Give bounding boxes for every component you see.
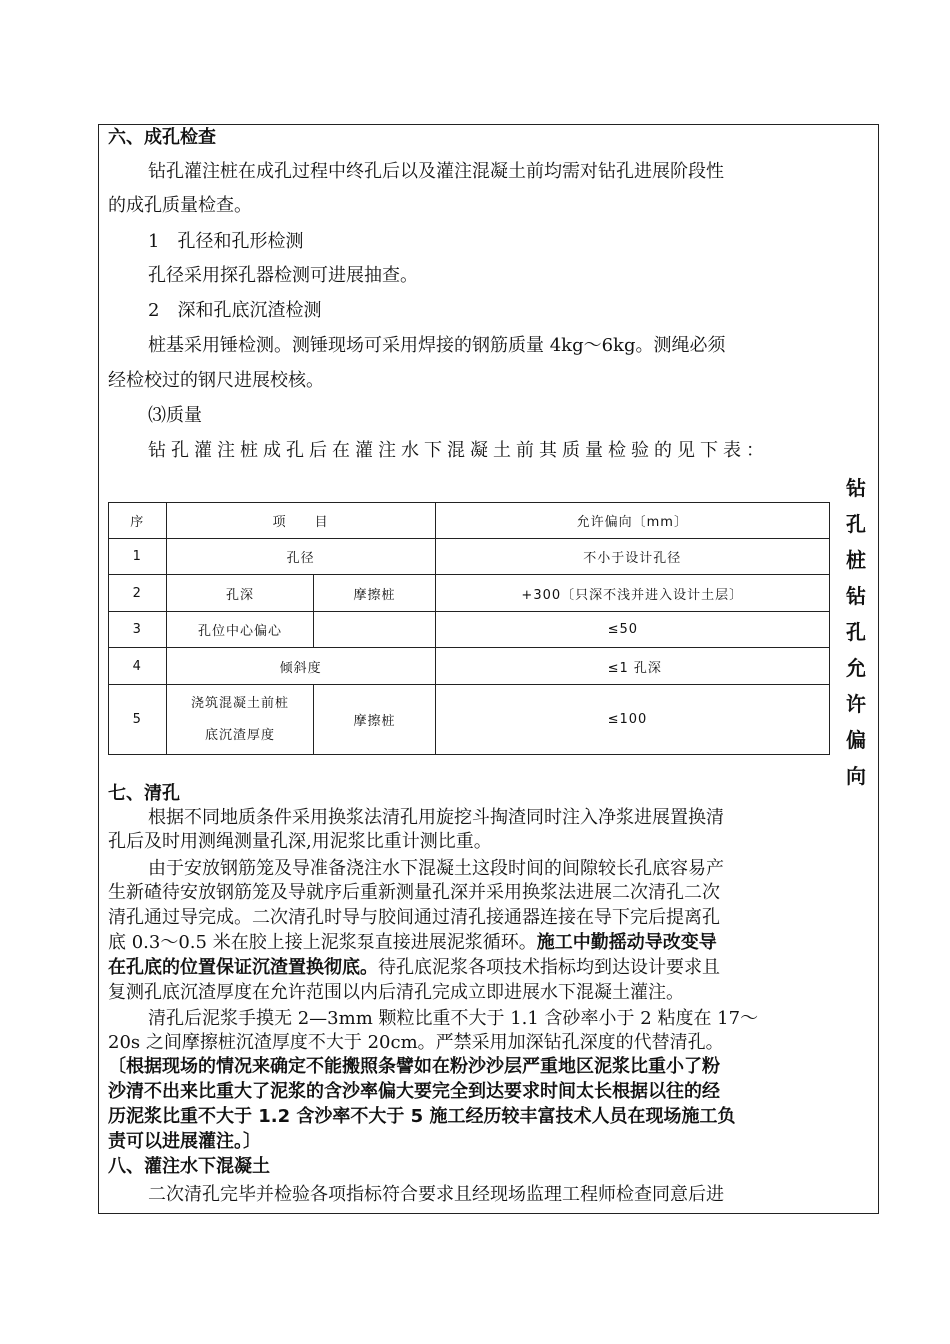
section8-heading: 八、灌注水下混凝土	[108, 1156, 270, 1177]
table-row	[109, 648, 830, 685]
cell-seq: 1	[109, 539, 167, 575]
cell-item-line1: 浇筑混凝土前桩	[191, 695, 290, 711]
cell-item: 孔深	[166, 575, 314, 612]
section6-heading: 六、成孔检查	[108, 127, 216, 148]
p2-line5-bold: 在孔底的位置保证沉渣置换彻底。	[108, 957, 378, 978]
table-row	[109, 575, 830, 612]
section8-p1-line1: 二次清孔完毕并检验各项指标符合要求且经现场监理工程师检查同意后进	[148, 1184, 724, 1205]
caption-char: 钻	[846, 476, 866, 500]
table-row	[109, 612, 830, 648]
section7-p2-line4	[108, 931, 873, 955]
section7-p2-line1: 由于安放钢筋笼及导准备浇注水下混凝土这段时间的间隙较长孔底容易产	[148, 858, 724, 879]
header-seq: 序	[109, 503, 167, 539]
section7-p3-line1: 清孔后泥浆手摸无 2—3mm 颗粒比重不大于 1.1 含砂率小于 2 粘度在 17～	[148, 1008, 759, 1029]
header-item: 项 目	[166, 503, 435, 539]
p2-line5-normal: 待孔底泥浆各项技术指标均到达设计要求且	[378, 957, 720, 978]
caption-char: 偏	[846, 728, 866, 752]
section7-note-line1: 〔根据现场的情况来确定不能搬照条譬如在粉沙沙层严重地区泥浆比重小了粉	[108, 1056, 720, 1077]
section7-p1-line1: 根据不同地质条件采用换浆法清孔用旋挖斗掏渣同时注入净浆进展置换清	[148, 807, 724, 828]
p2-line4-bold: 施工中勤摇动导改变导	[536, 932, 717, 953]
cell-allow: ≤100	[435, 685, 829, 755]
cell-seq: 5	[109, 685, 167, 755]
section7-p3-line2: 20s 之间摩擦桩沉渣厚度不大于 20cm。严禁采用加深钻孔深度的代替清孔。	[108, 1032, 724, 1053]
cell-sub	[314, 612, 435, 648]
cell-sub: 摩擦桩	[314, 575, 435, 612]
item1-text: 孔径采用探孔器检测可进展抽查。	[148, 265, 418, 286]
cell-seq: 2	[109, 575, 167, 612]
item1-title: 1 孔径和孔形检测	[148, 231, 304, 252]
caption-char: 孔	[846, 512, 866, 536]
caption-char: 允	[846, 656, 866, 680]
table-row	[109, 539, 830, 575]
caption-char: 钻	[846, 584, 866, 608]
section7-p1-line2: 孔后及时用测绳测量孔深,用泥浆比重计测比重。	[108, 831, 492, 852]
header-allow: 允许偏向〔mm〕	[435, 503, 829, 539]
section6-intro-line1: 钻孔灌注桩在成孔过程中终孔后以及灌注混凝土前均需对钻孔进展阶段性	[148, 161, 724, 182]
section7-p2-line2: 生新碴待安放钢筋笼及导就序后重新测量孔深并采用换浆法进展二次清孔二次	[108, 882, 720, 903]
cell-allow: 不小于设计孔径	[435, 539, 829, 575]
p2-line4-normal: 底 0.3～0.5 米在胶上接上泥浆泵直接进展泥浆循环。	[108, 932, 537, 953]
caption-char: 桩	[846, 548, 866, 572]
item2-title: 2 深和孔底沉渣检测	[148, 300, 322, 321]
cell-sub: 摩擦桩	[314, 685, 435, 755]
item2-text-line2: 经检校过的钢尺进展校核。	[108, 370, 324, 391]
table-row	[109, 685, 830, 755]
table-header-row	[109, 503, 830, 539]
deviation-table	[108, 502, 830, 755]
cell-allow: ≤1 孔深	[435, 648, 829, 685]
cell-item: 孔径	[166, 539, 435, 575]
cell-item	[166, 685, 314, 755]
section7-p2-line5	[108, 956, 873, 980]
caption-char: 孔	[846, 620, 866, 644]
cell-item: 倾斜度	[166, 648, 435, 685]
cell-allow: ≤50	[435, 612, 829, 648]
caption-char: 向	[846, 764, 866, 788]
item3-title: ⑶质量	[148, 405, 202, 426]
section7-note-line3: 历泥浆比重不大于 1.2 含沙率不大于 5 施工经历较丰富技术人员在现场施工负	[108, 1106, 736, 1127]
table-caption-vertical	[842, 470, 870, 794]
section7-heading: 七、清孔	[108, 783, 180, 804]
section7-p2-line6: 复测孔底沉渣厚度在允许范围以内后清孔完成立即进展水下混凝土灌注。	[108, 982, 684, 1003]
item3-text: 钻孔灌注桩成孔后在灌注水下混凝土前其质量检验的见下表：	[148, 440, 769, 461]
cell-allow: +300〔只深不浅并进入设计土层〕	[435, 575, 829, 612]
cell-seq: 4	[109, 648, 167, 685]
cell-seq: 3	[109, 612, 167, 648]
cell-item-line2: 底沉渣厚度	[205, 727, 276, 743]
section6-intro-line2: 的成孔质量检查。	[108, 195, 252, 216]
caption-char: 许	[846, 692, 866, 716]
item2-text-line1: 桩基采用锤检测。测锤现场可采用焊接的钢筋质量 4kg～6kg。测绳必须	[148, 335, 726, 356]
section7-p2-line3: 清孔通过导完成。二次清孔时导与胶间通过清孔接通器连接在导下完后提离孔	[108, 907, 720, 928]
section7-note-line4: 责可以进展灌注。〕	[108, 1131, 261, 1152]
cell-item: 孔位中心偏心	[166, 612, 314, 648]
section7-note-line2: 沙清不出来比重大了泥浆的含沙率偏大要完全到达要求时间太长根据以往的经	[108, 1081, 720, 1102]
